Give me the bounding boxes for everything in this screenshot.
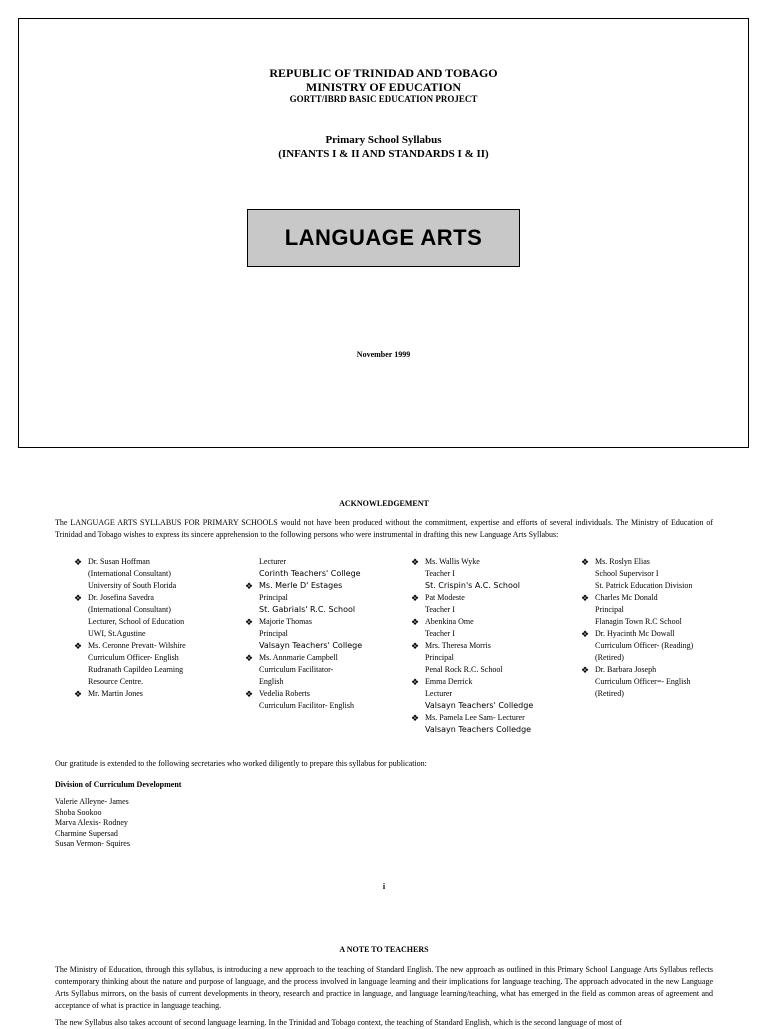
- contributor-line: (Retired): [595, 653, 624, 662]
- contributor-line: School Supervisor I: [595, 569, 659, 578]
- diamond-bullet-icon: ❖: [411, 713, 420, 723]
- acknowledgement-intro: The LANGUAGE ARTS SYLLABUS FOR PRIMARY SCHOOLS would not have been produced without the commitment, expertise and efforts of several individuals. The Ministry of Education of Trinidad and Tobago wishes to express its sincere apprehension to the following persons who were instrumental in drafting this new Language Arts Syllabus:: [55, 518, 713, 539]
- contributor-line: Dr. Josefina Savedra: [88, 593, 154, 602]
- diamond-bullet-icon: ❖: [74, 689, 83, 699]
- project-heading: GORTT/IBRD BASIC EDUCATION PROJECT: [289, 94, 478, 104]
- diamond-bullet-icon: ❖: [245, 689, 254, 699]
- contributor-line: Rudranath Capildeo Learning: [88, 665, 184, 674]
- contributor-line: Curriculum Facilitator-: [259, 665, 334, 674]
- contributor-line: Teacher I: [425, 569, 455, 578]
- contributor-line: Dr. Barbara Joseph: [595, 665, 657, 674]
- contributor-line: (International Consultant): [88, 569, 171, 578]
- contributor-line: Pat Modeste: [425, 593, 465, 602]
- contributor-line: Vedelia Roberts: [259, 689, 310, 698]
- contributor-entry: [411, 676, 581, 712]
- contributor-line: Mr. Martin Jones: [88, 689, 143, 698]
- diamond-bullet-icon: ❖: [74, 593, 83, 603]
- contributor-line: St. Patrick Education Division: [595, 581, 693, 590]
- contributor-line: St. Gabrials' R.C. School: [259, 605, 356, 614]
- contributor-line: English: [259, 677, 284, 686]
- contributor-line: (Retired): [595, 689, 624, 698]
- diamond-bullet-icon: ❖: [581, 557, 590, 567]
- secretaries-list: [55, 797, 130, 850]
- contributor-line: Valsayn Teachers' Colledge: [425, 701, 534, 710]
- contributor-entry: [581, 592, 731, 628]
- contributor-line: Charles Mc Donald: [595, 593, 658, 602]
- contributor-line: Mrs. Theresa Morris: [425, 641, 491, 650]
- contributor-line: Dr. Susan Hoffman: [88, 557, 150, 566]
- diamond-bullet-icon: ❖: [411, 677, 420, 687]
- diamond-bullet-icon: ❖: [581, 629, 590, 639]
- gratitude-text: Our gratitude is extended to the following secretaries who worked diligently to prepare this syllabus for publication:: [55, 759, 427, 768]
- contributor-line: Curriculum Officer- (Reading): [595, 641, 694, 650]
- secretary-name: Valerie Alleyne- James: [55, 797, 129, 806]
- contributor-line: Principal: [595, 605, 624, 614]
- contributors-column-3: [411, 556, 581, 736]
- contributor-entry: [74, 592, 244, 640]
- diamond-bullet-icon: ❖: [581, 665, 590, 675]
- contributor-line: UWI, St.Agustine: [88, 629, 146, 638]
- republic-heading: REPUBLIC OF TRINIDAD AND TOBAGO: [269, 66, 498, 80]
- acknowledgement-title: ACKNOWLEDGEMENT: [339, 499, 429, 508]
- contributor-line: Ms. Ceronne Prevatt- Wilshire: [88, 641, 186, 650]
- diamond-bullet-icon: ❖: [411, 593, 420, 603]
- diamond-bullet-icon: ❖: [74, 641, 83, 651]
- diamond-bullet-icon: ❖: [245, 581, 254, 591]
- contributor-line: Curriculum Officer=- English: [595, 677, 691, 686]
- contributor-line: St. Crispin's A.C. School: [425, 581, 520, 590]
- contributor-entry: [245, 616, 405, 652]
- syllabus-title: Primary School Syllabus: [325, 134, 442, 146]
- contributor-line: Corinth Teachers' College: [259, 569, 361, 578]
- page-number: i: [382, 882, 386, 891]
- note-title: A NOTE TO TEACHERS: [339, 945, 429, 954]
- contributors-column-1: [74, 556, 244, 700]
- contributor-entry: [411, 712, 581, 736]
- contributor-line: Teacher I: [425, 605, 455, 614]
- contributor-entry: [245, 652, 405, 688]
- contributor-line: Ms. Wallis Wyke: [425, 557, 480, 566]
- diamond-bullet-icon: ❖: [411, 557, 420, 567]
- note-paragraph-1: The Ministry of Education, through this syllabus, is introducing a new approach to the teaching of Standard English. The new approach as outlined in this Primary School Language Arts Syllabus reflects contemporary thinking about the nature and purpose of language, and the process involved in language learning and their implications for language teaching. The approach advocated in the new Language Arts Syllabus mirrors, on the basis of current developments in theory, research and practice in language, and language learning/teaching, what has emerged in the field as common areas of agreement and acceptance of what is practice in language teaching.: [55, 965, 713, 1010]
- contributor-line: Ms. Pamela Lee Sam- Lecturer: [425, 713, 525, 722]
- contributor-line: Valsayn Teachers' College: [259, 641, 363, 650]
- contributor-line: Dr. Hyacinth Mc Dowall: [595, 629, 675, 638]
- secretary-name: Susan Vermon- Squires: [55, 839, 130, 848]
- contributor-line: Flanagin Town R.C School: [595, 617, 682, 626]
- contributor-line: Penal Rock R.C. School: [425, 665, 503, 674]
- syllabus-subtitle: (INFANTS I & II AND STANDARDS I & II): [278, 148, 489, 160]
- contributor-line: Lecturer: [259, 557, 287, 566]
- contributor-entry: [74, 640, 244, 688]
- contributor-line: Majorie Thomas: [259, 617, 312, 626]
- contributor-line: Teacher I: [425, 629, 455, 638]
- cover-page: [18, 18, 749, 448]
- contributor-line: Lecturer, School of Education: [88, 617, 185, 626]
- contributor-line: Abenkina Ome: [425, 617, 474, 626]
- contributor-line: Ms. Annmarie Campbell: [259, 653, 338, 662]
- publication-date: November 1999: [356, 350, 411, 359]
- diamond-bullet-icon: ❖: [74, 557, 83, 567]
- secretary-name: Marva Alexis- Rodney: [55, 818, 128, 827]
- contributor-entry: [74, 688, 244, 700]
- contributor-line: Ms. Roslyn Elias: [595, 557, 650, 566]
- diamond-bullet-icon: ❖: [411, 641, 420, 651]
- contributor-entry: [74, 556, 244, 592]
- contributor-entry: [581, 628, 731, 664]
- contributor-line: (International Consultant): [88, 605, 171, 614]
- contributor-line: Principal: [259, 593, 288, 602]
- division-heading: Division of Curriculum Development: [55, 780, 182, 789]
- subject-box: [247, 209, 520, 267]
- contributor-line: Valsayn Teachers Colledge: [425, 725, 532, 734]
- secretary-name: Charmine Supersad: [55, 828, 118, 838]
- contributor-line: Emma Derrick: [425, 677, 473, 686]
- contributor-entry: [581, 556, 731, 592]
- contributor-line: Lecturer: [425, 689, 453, 698]
- contributor-line: Curriculum Facilitor- English: [259, 701, 354, 710]
- secretary-name: Shoba Sookoo: [55, 807, 102, 817]
- contributors-column-4: [581, 556, 731, 700]
- contributor-entry: [411, 556, 581, 592]
- contributor-line: Curriculum Officer- English: [88, 653, 179, 662]
- diamond-bullet-icon: ❖: [245, 653, 254, 663]
- contributor-entry: [411, 592, 581, 616]
- subject-title: LANGUAGE ARTS: [284, 225, 483, 250]
- ministry-heading: MINISTRY OF EDUCATION: [305, 80, 462, 94]
- contributor-entry: [245, 580, 405, 616]
- contributor-line: Ms. Merle D' Estages: [259, 581, 343, 590]
- diamond-bullet-icon: ❖: [245, 617, 254, 627]
- contributor-line: University of South Florida: [88, 581, 177, 590]
- contributor-entry: [245, 688, 405, 712]
- diamond-bullet-icon: ❖: [581, 593, 590, 603]
- diamond-bullet-icon: ❖: [411, 617, 420, 627]
- contributor-entry: [581, 664, 731, 700]
- contributor-line: Principal: [425, 653, 454, 662]
- note-paragraph-2: The new Syllabus also takes account of second language learning. In the Trinidad and Tobago context, the teaching of Standard English, which is the second language of most of: [55, 1018, 622, 1027]
- contributor-entry: [411, 616, 581, 640]
- contributor-line: Resource Centre.: [88, 677, 144, 686]
- contributor-line: Principal: [259, 629, 288, 638]
- contributors-column-2: [245, 556, 405, 712]
- contributor-entry: [411, 640, 581, 676]
